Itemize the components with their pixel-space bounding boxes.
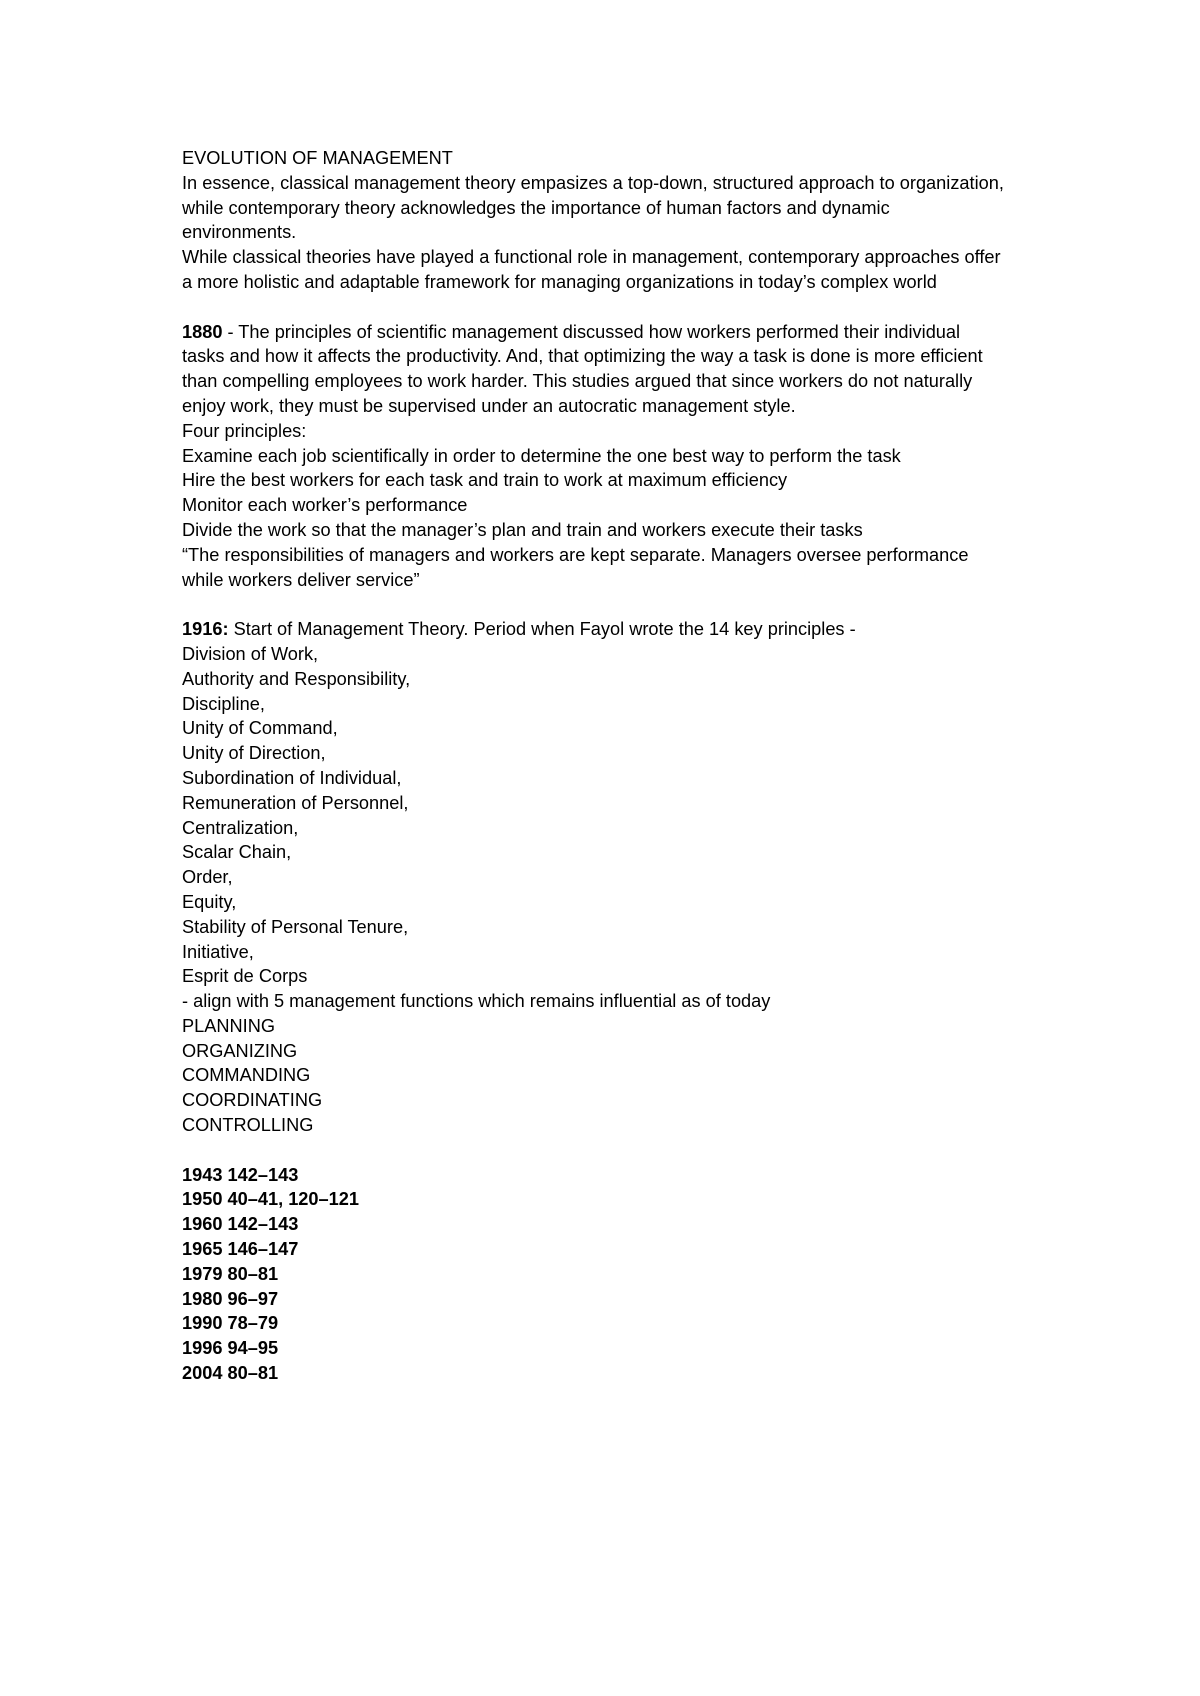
page-ref-line: 2004 80–81: [182, 1363, 279, 1384]
fayol-principle: Esprit de Corps: [182, 966, 308, 987]
management-function: ORGANIZING: [182, 1040, 298, 1061]
intro-line: While classical theories have played a functional role in management, contemporary approaches offer: [182, 247, 1001, 268]
intro-line: while contemporary theory acknowledges the importance of human factors and dynamic: [182, 197, 890, 218]
intro-line: environments.: [182, 222, 297, 243]
section-1880-line: Monitor each worker’s performance: [182, 495, 468, 516]
document-title: EVOLUTION OF MANAGEMENT: [182, 148, 453, 168]
page-ref-line: 1996 94–95: [182, 1338, 279, 1359]
page-ref-line: 1990 78–79: [182, 1313, 279, 1334]
fayol-principle: Stability of Personal Tenure,: [182, 916, 409, 937]
year-1880-label: 1880: [182, 321, 223, 342]
fayol-principle: Scalar Chain,: [182, 842, 292, 863]
section-1916-heading-line: [182, 617, 1042, 642]
section-1880-line: than compelling employees to work harder. This studies argued that since workers do not naturally: [182, 371, 973, 392]
management-function: PLANNING: [182, 1015, 275, 1036]
fayol-principle: Authority and Responsibility,: [182, 668, 411, 689]
page-ref-line: 1979 80–81: [182, 1263, 279, 1284]
page-ref-line: 1960 142–143: [182, 1214, 299, 1235]
section-1880-line: “The responsibilities of managers and workers are kept separate. Managers oversee performance: [182, 544, 969, 565]
fayol-principle: Subordination of Individual,: [182, 767, 402, 788]
fayol-principle: Order,: [182, 867, 233, 888]
page-ref-line: 1965 146–147: [182, 1239, 299, 1260]
fayol-principle: Unity of Direction,: [182, 743, 326, 764]
fayol-principle: Discipline,: [182, 693, 265, 714]
intro-line: a more holistic and adaptable framework for managing organizations in today’s complex world: [182, 271, 937, 292]
fayol-principle: Initiative,: [182, 941, 254, 962]
paragraph-spacer: [182, 1138, 1042, 1163]
section-1880-first-line: - The principles of scientific management discussed how workers performed their individual: [222, 321, 961, 342]
paragraph-spacer: [182, 592, 1042, 617]
fayol-principle: Division of Work,: [182, 643, 319, 664]
year-1916-label: 1916:: [182, 619, 229, 640]
fayol-principle: Unity of Command,: [182, 718, 338, 739]
fayol-principle: Centralization,: [182, 817, 299, 838]
section-1880-line: Four principles:: [182, 420, 307, 441]
fayol-principle: Equity,: [182, 891, 237, 912]
document-body: [182, 146, 1042, 1386]
section-1880-heading-line: [182, 320, 1042, 345]
section-1916-first-line: Start of Management Theory. Period when Fayol wrote the 14 key principles -: [228, 619, 856, 640]
section-1880-line: tasks and how it affects the productivity. And, that optimizing the way a task is done is more efficient: [182, 346, 983, 367]
page-ref-line: 1980 96–97: [182, 1288, 279, 1309]
section-1880-line: Examine each job scientifically in order to determine the one best way to perform the task: [182, 445, 901, 466]
functions-intro: - align with 5 management functions which remains influential as of today: [182, 991, 771, 1012]
section-1880-line: Divide the work so that the manager’s plan and train and workers execute their tasks: [182, 519, 863, 540]
section-1880-line: Hire the best workers for each task and train to work at maximum efficiency: [182, 470, 788, 491]
management-function: COORDINATING: [182, 1090, 323, 1111]
management-function: CONTROLLING: [182, 1115, 314, 1136]
section-1880-line: enjoy work, they must be supervised under an autocratic management style.: [182, 395, 796, 416]
paragraph-spacer: [182, 295, 1042, 320]
fayol-principle: Remuneration of Personnel,: [182, 792, 409, 813]
intro-line: In essence, classical management theory empasizes a top-down, structured approach to organization,: [182, 172, 1004, 193]
page-ref-line: 1943 142–143: [182, 1164, 299, 1185]
page-ref-line: 1950 40–41, 120–121: [182, 1189, 359, 1210]
section-1880-line: while workers deliver service”: [182, 569, 420, 590]
management-function: COMMANDING: [182, 1065, 311, 1086]
